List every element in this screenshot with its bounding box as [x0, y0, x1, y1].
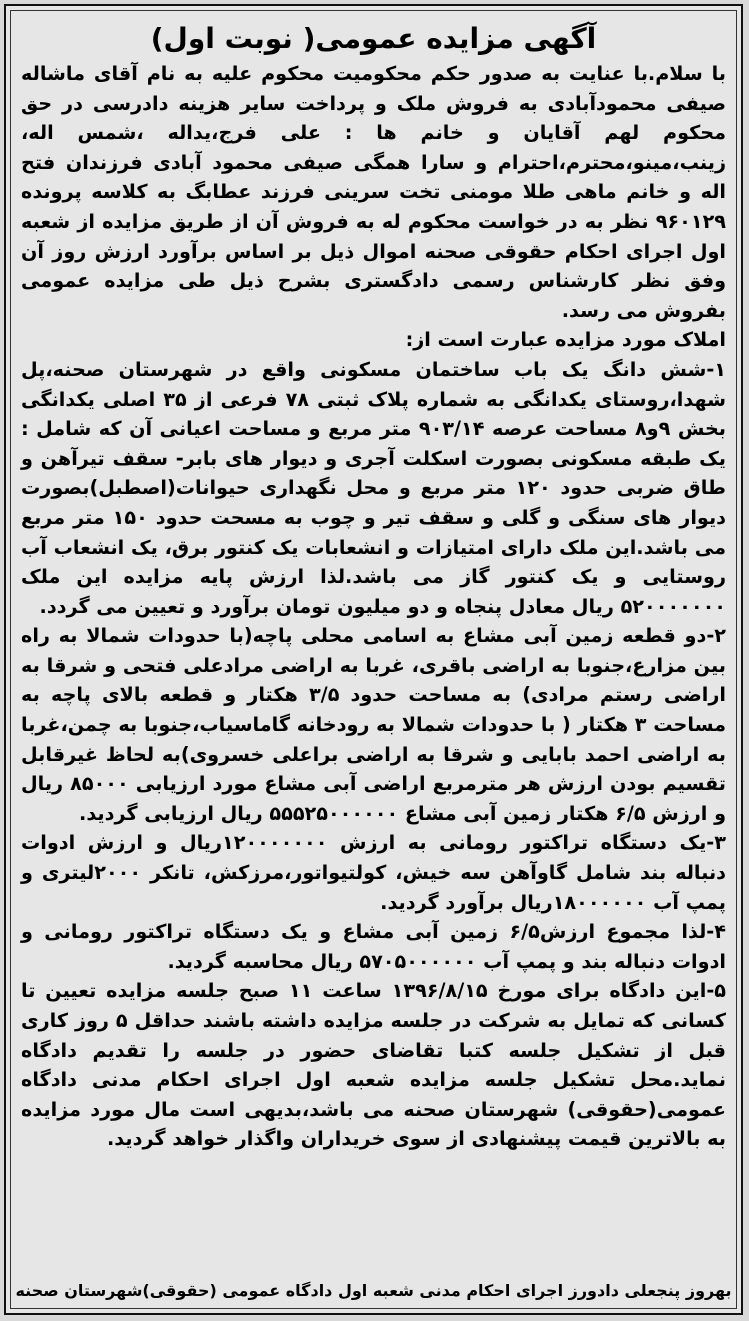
item-5-paragraph: ۵-این دادگاه برای مورخ ۱۳۹۶/۸/۱۵ ساعت ۱۱ صبح جلسه مزایده تعیین تا کسانی که تمایل به شرکت در جلسه مزایده داشته باشند حداقل ۵ روز کاری قبل از تشکیل جلسه کتبا تقاضای حضور در جلسه را تقدیم دادگاه نماید.محل تشکیل جلسه مزایده شعبه اول اجرای احکام مدنی دادگاه عمومی(حقوقی) شهرستان صحنه می باشد،بدیهی است مال مورد مزایده به بالاترین قیمت پیشنهادی از سوی خریداران واگذار خواهد گردید.: [21, 979, 727, 1151]
item-2-paragraph: ۲-دو قطعه زمین آبی مشاع به اسامی محلی پاچه(با حدودات شمالا به راه بین مزارع،جنوبا به اراضی باقری، غربا به اراضی مرادعلی فتحی و شرقا به اراضی رستم مرادی) به مساحت حدود ۳/۵ هکتار و قطعه بالای پاچه به مساحت ۳ هکتار ( با حدودات شمالا به رودخانه گاماسیاب،جنوبا به چمن،غربا به اراضی احمد بابایی و شرقا به اراضی براعلی خسروی)به لحاظ غیرقابل تقسیم بودن ارزش هر مترمربع اراضی آبی مشاع مورد ارزیابی ۸۵۰۰۰ ریال و ارزش ۶/۵ هکتار زمین آبی مشاع ۵۵۵۲۵۰۰۰۰۰۰ ریال ارزیابی گردید.: [21, 624, 726, 825]
item-1-paragraph: ۱-شش دانگ یک باب ساختمان مسکونی واقع در شهرستان صحنه،پل شهدا،روستای یکدانگی به شماره پلاک ثبتی ۷۸ فرعی از ۳۵ اصلی یکدانگی بخش ۹و۸ مساحت عرصه ۹۰۳/۱۴ متر مربع و مساحت اعیانی آن که شامل : یک طبقه مسکونی بصورت اسکلت آجری و دیوار های بابر- سقف تیرآهن و طاق ضربی حدود ۱۲۰ متر مربع و محل نگهداری حیوانات(اصطبل)بصورت دیوار های سنگی و گلی و سقف تیر و چوب به مسحت حدود ۱۵۰ متر مربع می باشد.این ملک دارای امتیازات و انشعابات یک کنتور برق، یک انشعاب آب روستایی و یک کنتور گاز می باشد.لذا ارزش پایه مزایده این ملک ۵۲۰۰۰۰۰۰۰ ریال معادل پنجاه و دو میلیون تومان برآورد و تعیین می گردد.: [21, 357, 727, 618]
notice-title: آگهی مزایده عمومی( نوبت اول): [150, 22, 597, 55]
notice-page: [4, 4, 743, 1315]
notice-body: [11, 59, 736, 1154]
items-heading: املاک مورد مزایده عبارت است از:: [405, 328, 726, 352]
item-4-paragraph: ۴-لذا مجموع ارزش۶/۵ زمین آبی مشاع و یک دستگاه تراکتور رومانی و ادوات دنباله بند و پمپ آب ۵۷۰۵۰۰۰۰۰۰ ریال محاسبه گردید.: [21, 920, 726, 973]
intro-paragraph: با سلام.با عنایت به صدور حکم محکومیت محکوم علیه به نام آقای ماشاله صیفی محمودآبادی به فروش ملک و پرداخت سایر هزینه دادرسی در حق محکوم لهم آقایان و خانم ها : علی فرج،یداله ،شمس اله، زینب،مینو،محترم،احترام و سارا همگی صیفی محمود آبادی فرزندان فتح اله و خانم ماهی طلا مومنی تخت سرینی فرزند عطابگ به کلاسه پرونده ۹۶۰۱۲۹ نظر به در خواست محکوم له به فروش آن از طریق مزایده از شعبه اول اجرای احکام حقوقی صحنه اموال ذیل بر اساس برآورد ارزش روز آن وفق نظر کارشناس رسمی دادگستری بشرح ذیل طی مزایده عمومی بفروش می رسد.: [21, 62, 726, 322]
item-3-paragraph: ۳-یک دستگاه تراکتور رومانی به ارزش ۱۲۰۰۰۰۰۰۰ریال و ارزش ادوات دنباله بند شامل گاوآهن سه خیش، کولتیواتور،مرزکش، تانکر ۲۰۰۰لیتری و پمپ آب ۱۸۰۰۰۰۰۰ریال برآورد گردید.: [21, 831, 726, 914]
notice-frame: [10, 10, 737, 1309]
signature-line: بهروز پنجعلی دادورز اجرای احکام مدنی شعبه اول دادگاه عمومی (حقوقی)شهرستان صحنه: [15, 1281, 732, 1300]
